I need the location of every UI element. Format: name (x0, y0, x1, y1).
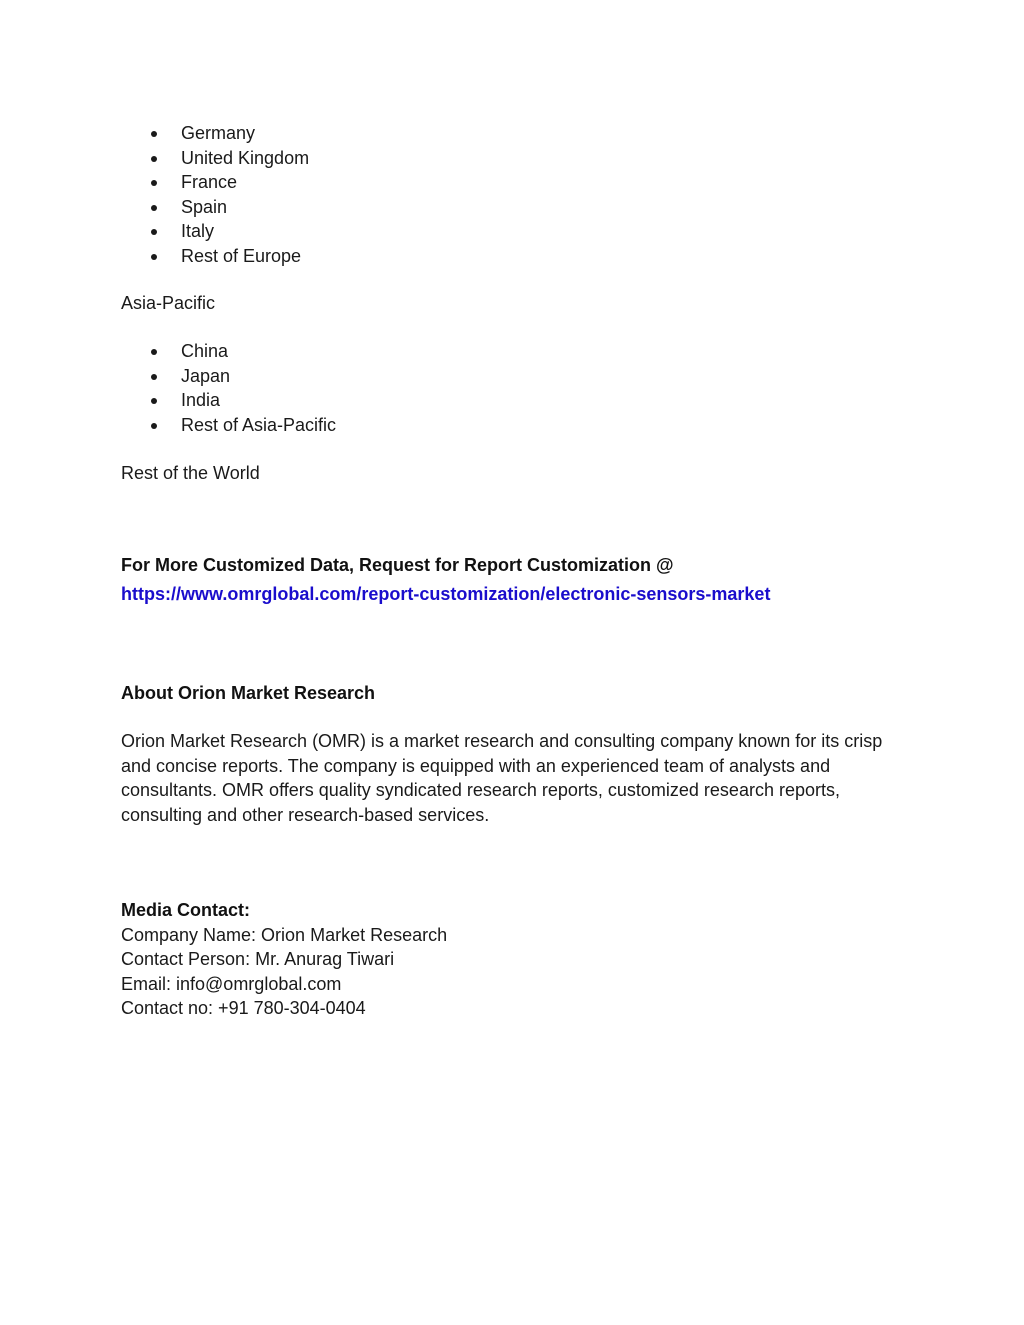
country-name: Rest of Asia-Pacific (181, 414, 337, 435)
contact-phone: Contact no: +91 780-304-0404 (121, 998, 366, 1018)
country-name: Rest of Europe (181, 245, 302, 266)
customization-text: For More Customized Data, Request for Report Customization @ (121, 555, 674, 575)
list-item (121, 146, 911, 171)
list-item (121, 388, 911, 413)
country-name: Italy (181, 221, 215, 241)
list-item (121, 364, 911, 389)
bullet-icon (151, 423, 157, 429)
customization-link[interactable]: https://www.omrglobal.com/report-customization/electronic-sensors-market (121, 584, 771, 604)
list-item (121, 219, 911, 244)
bullet-icon (151, 254, 157, 260)
asia-pacific-heading: Asia-Pacific (121, 293, 216, 313)
europe-country-list (121, 121, 911, 268)
list-item (121, 121, 911, 146)
asia-pacific-country-list (121, 339, 911, 437)
country-name: Germany (181, 123, 256, 143)
rest-of-world-heading: Rest of the World (121, 463, 260, 483)
country-name: India (181, 390, 221, 410)
list-item (121, 413, 911, 438)
list-item (121, 339, 911, 364)
bullet-icon (151, 180, 157, 186)
contact-person: Contact Person: Mr. Anurag Tiwari (121, 949, 395, 969)
bullet-icon (151, 349, 157, 355)
bullet-icon (151, 229, 157, 235)
bullet-icon (151, 131, 157, 137)
country-name: Japan (181, 365, 231, 386)
bullet-icon (151, 205, 157, 211)
country-name: United Kingdom (181, 147, 310, 168)
list-item (121, 170, 911, 195)
about-heading: About Orion Market Research (121, 683, 376, 703)
bullet-icon (151, 156, 157, 162)
contact-email[interactable]: Email: info@omrglobal.com (121, 974, 342, 994)
company-name: Company Name: Orion Market Research (121, 925, 448, 945)
list-item (121, 195, 911, 220)
list-item (121, 244, 911, 269)
bullet-icon (151, 398, 157, 404)
bullet-icon (151, 374, 157, 380)
media-contact-heading: Media Contact: (121, 900, 251, 920)
country-name: Spain (181, 196, 228, 217)
about-paragraph: Orion Market Research (OMR) is a market research and consulting company known for its crisp and concise reports. The company is equipped with an experienced team of analysts and consultants. OMR offers quality syndicated research reports, customized research reports, consulting and other research-based services. (121, 731, 883, 825)
country-name: China (181, 341, 229, 361)
country-name: France (181, 172, 238, 192)
